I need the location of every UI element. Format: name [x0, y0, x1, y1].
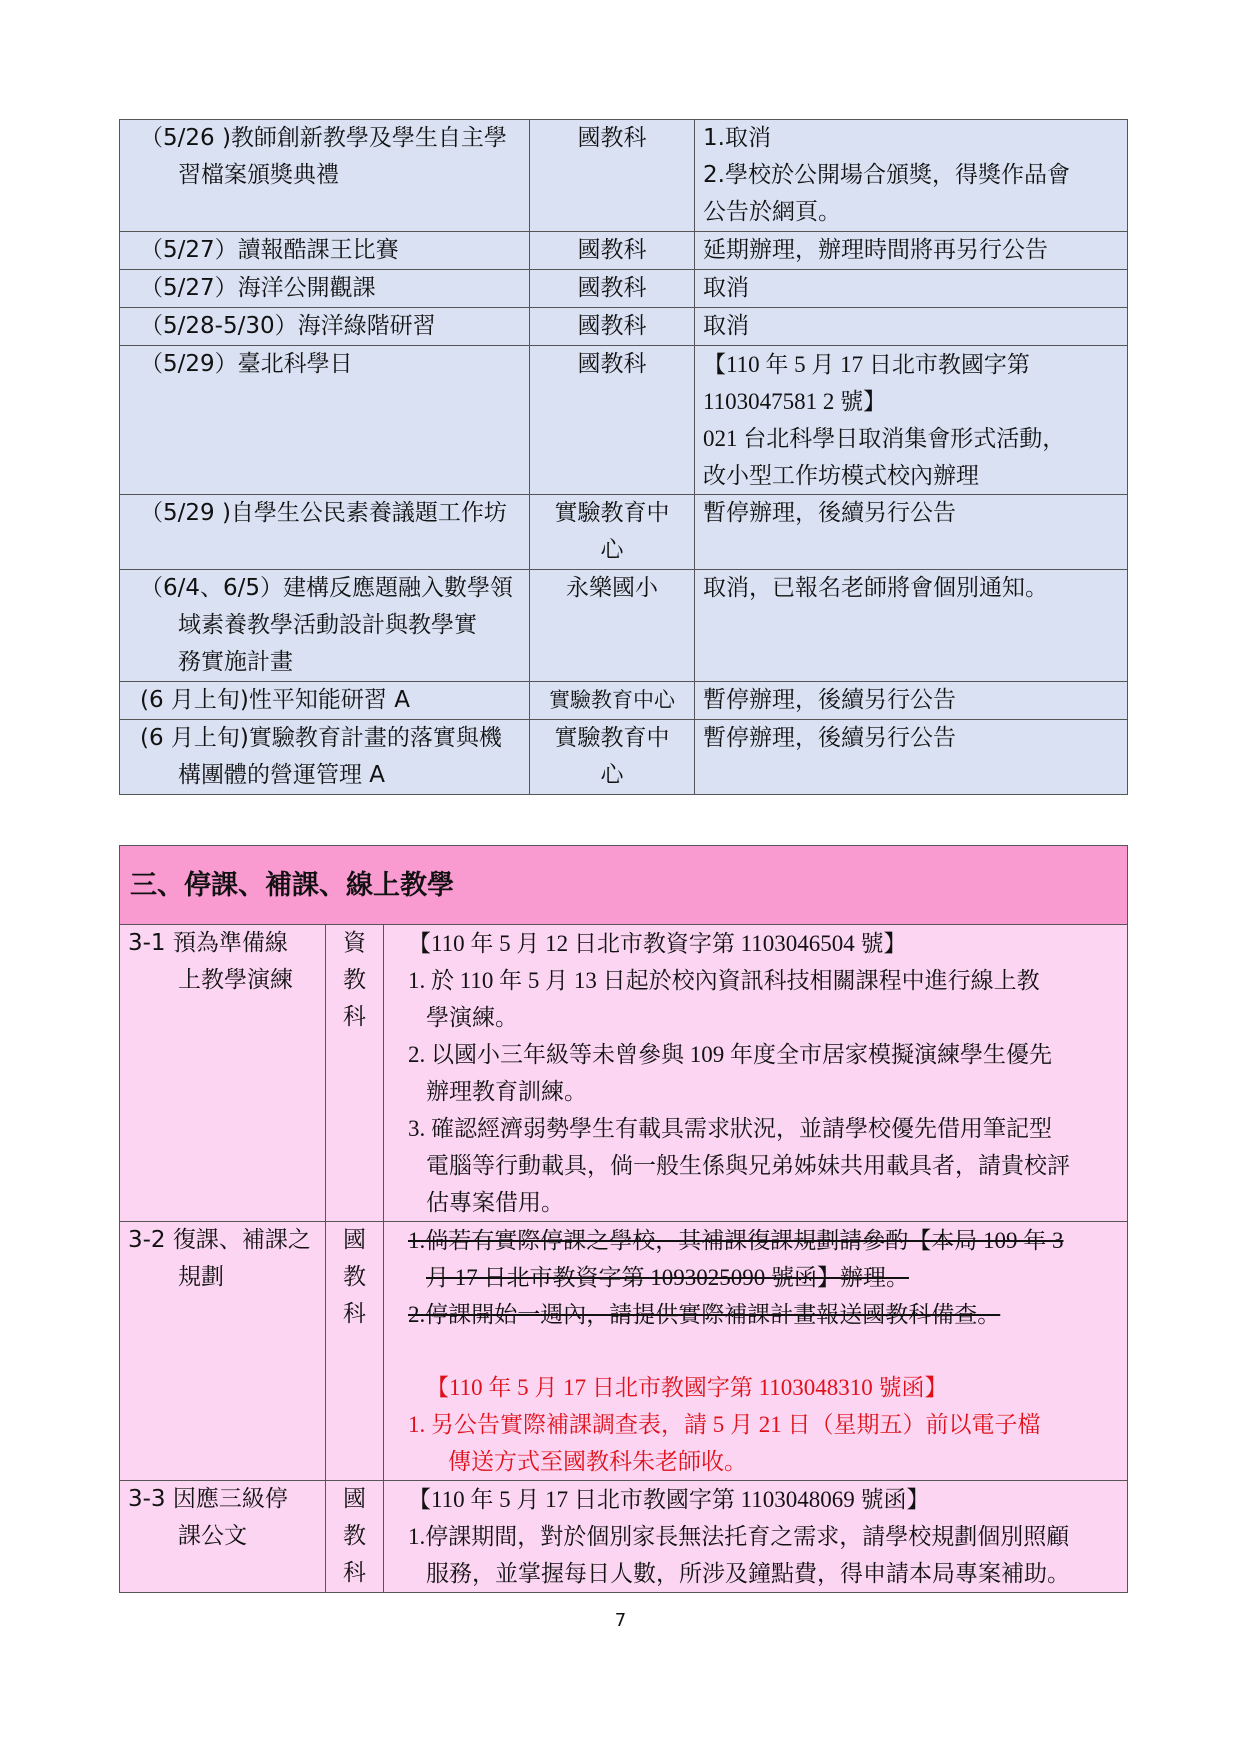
- event-organizer: [530, 270, 695, 308]
- event-organizer: [530, 495, 695, 570]
- event-organizer: [530, 346, 695, 495]
- section3-item-content: [384, 1481, 1128, 1593]
- section3-item-title-line: 3-1 預為準備線: [128, 930, 288, 956]
- event-title: [120, 308, 530, 346]
- section3-reference: 【110 年 5 月 12 日北市教資字第 1103046504 號】: [408, 931, 907, 956]
- section3-item-content: [384, 1222, 1128, 1481]
- event-title-line: (6 月上旬)實驗教育計畫的落實與機: [140, 725, 502, 751]
- event-organizer-line: 實驗教育中: [554, 725, 670, 751]
- event-title-line: （5/29 )自學生公民素養議題工作坊: [140, 500, 507, 526]
- section3-item-title-line: 上教學演練: [178, 967, 293, 993]
- event-row: [120, 495, 1128, 570]
- section3-struck-line: 月 17 日北市教資字第 1093025090 號函】辦理。: [426, 1265, 909, 1290]
- event-title-line: 構團體的營運管理 A: [178, 762, 386, 788]
- section3-item-title-line: 課公文: [178, 1523, 247, 1549]
- section3-organizer-char: 教: [343, 1523, 366, 1549]
- section3-table: [119, 845, 1128, 1593]
- event-title: [120, 682, 530, 720]
- event-note-line: 2.學校於公開場合頒獎，得獎作品會: [703, 162, 1070, 188]
- event-note: [695, 308, 1128, 346]
- section3-item-organizer: [326, 1222, 384, 1481]
- event-note-line: 暫停辦理，後續另行公告: [703, 725, 956, 751]
- event-note-line: 【110 年 5 月 17 日北市教國字第: [703, 352, 1030, 377]
- event-note-line: 取消: [703, 275, 749, 301]
- section3-reference: 【110 年 5 月 17 日北市教國字第 1103048069 號函】: [408, 1487, 930, 1512]
- event-row: [120, 346, 1128, 495]
- event-note-line: 延期辦理，辦理時間將再另行公告: [703, 237, 1048, 263]
- event-note: [695, 495, 1128, 570]
- event-title: [120, 570, 530, 682]
- section3-heading: 三、停課、補課、線上教學: [120, 846, 1128, 925]
- section3-header-row: [120, 846, 1128, 925]
- section3-organizer-char: 國: [343, 1486, 366, 1512]
- section3-point-line: 2. 以國小三年級等未曾參與 109 年度全市居家模擬演練學生優先: [408, 1042, 1052, 1067]
- section3-red-point-line: 傳送方式至國教科朱老師收。: [448, 1449, 747, 1474]
- event-row: [120, 682, 1128, 720]
- section3-point-line: 學演練。: [426, 1005, 518, 1030]
- section3-point-line: 服務，並掌握每日人數，所涉及鐘點費，得申請本局專案補助。: [426, 1561, 1070, 1586]
- section3-organizer-char: 教: [343, 1264, 366, 1290]
- event-organizer-line: 心: [600, 537, 624, 563]
- section3-struck-line: 1.倘若有實際停課之學校，其補課復課規劃請參酌【本局 109 年 3: [408, 1228, 1064, 1253]
- event-organizer-line: 心: [600, 762, 624, 788]
- section3-organizer-char: 科: [343, 1301, 366, 1327]
- section3-item-title-line: 3-2 復課、補課之: [128, 1227, 311, 1253]
- event-title: [120, 495, 530, 570]
- section3-red-point-line: 1. 另公告實際補課調查表，請 5 月 21 日（星期五）前以電子檔: [408, 1412, 1041, 1437]
- event-row: [120, 570, 1128, 682]
- event-note: [695, 346, 1128, 495]
- section3-item-title: [120, 1481, 326, 1593]
- section3-organizer-char: 資: [343, 930, 366, 956]
- event-organizer-line: 國教科: [577, 275, 647, 301]
- section3-table-body: [120, 846, 1128, 1593]
- section3-item-title: [120, 925, 326, 1222]
- section3-red-reference: 【110 年 5 月 17 日北市教國字第 1103048310 號函】: [426, 1375, 948, 1400]
- event-note-line: 暫停辦理，後續另行公告: [703, 500, 956, 526]
- event-note: [695, 720, 1128, 795]
- event-title-line: （5/28-5/30）海洋綠階研習: [140, 313, 436, 339]
- section3-item-row: [120, 925, 1128, 1222]
- event-title-line: （5/27）讀報酷課王比賽: [140, 237, 399, 263]
- event-row: [120, 308, 1128, 346]
- event-title: [120, 120, 530, 232]
- event-organizer-line: 國教科: [577, 237, 647, 263]
- event-title-line: （5/29）臺北科學日: [140, 351, 353, 377]
- event-row: [120, 720, 1128, 795]
- section3-item-title: [120, 1222, 326, 1481]
- event-title-line: 習檔案頒獎典禮: [178, 162, 339, 188]
- event-organizer-line: 實驗教育中: [554, 500, 670, 526]
- event-row: [120, 232, 1128, 270]
- section3-item-organizer: [326, 1481, 384, 1593]
- section3-point-line: 辦理教育訓練。: [426, 1079, 587, 1104]
- event-note-line: 1.取消: [703, 125, 771, 151]
- event-note-line: 公告於網頁。: [703, 199, 841, 225]
- event-organizer-line: 國教科: [577, 125, 647, 151]
- event-title-line: 務實施計畫: [178, 649, 293, 675]
- event-note-line: 改小型工作坊模式校內辦理: [703, 463, 979, 488]
- event-organizer: [530, 232, 695, 270]
- event-title: [120, 232, 530, 270]
- event-note: [695, 232, 1128, 270]
- events-table: [119, 119, 1128, 795]
- event-note-line: 021 台北科學日取消集會形式活動，: [703, 426, 1066, 451]
- event-note-line: 1103047581 2 號】: [703, 389, 887, 414]
- section3-organizer-char: 國: [343, 1227, 366, 1253]
- event-organizer: [530, 720, 695, 795]
- event-title-line: （5/26 )教師創新教學及學生自主學: [140, 125, 507, 151]
- event-row: [120, 270, 1128, 308]
- event-note: [695, 570, 1128, 682]
- event-organizer: [530, 570, 695, 682]
- event-title: [120, 270, 530, 308]
- section3-item-title-line: 規劃: [178, 1264, 224, 1290]
- event-organizer-line: 國教科: [577, 313, 647, 339]
- page-number: 7: [614, 1610, 627, 1631]
- section3-spacer: [392, 1333, 1119, 1369]
- section3-point-line: 3. 確認經濟弱勢學生有載具需求狀況，並請學校優先借用筆記型: [408, 1116, 1052, 1141]
- event-note: [695, 682, 1128, 720]
- event-note-line: 取消，已報名老師將會個別通知。: [703, 575, 1048, 601]
- section3-item-row: [120, 1222, 1128, 1481]
- event-note-line: 暫停辦理，後續另行公告: [703, 687, 956, 713]
- event-organizer-line: 國教科: [577, 351, 647, 377]
- event-note: [695, 270, 1128, 308]
- section3-organizer-char: 科: [343, 1004, 366, 1030]
- event-organizer: [530, 682, 695, 720]
- event-title: [120, 720, 530, 795]
- section3-item-content: [384, 925, 1128, 1222]
- event-note-line: 取消: [703, 313, 749, 339]
- event-title-line: （5/27）海洋公開觀課: [140, 275, 376, 301]
- event-title-line: (6 月上旬)性平知能研習 A: [140, 687, 410, 713]
- event-organizer-line: 永樂國小: [566, 575, 658, 601]
- event-organizer: [530, 120, 695, 232]
- section3-point-line: 1. 於 110 年 5 月 13 日起於校內資訊科技相關課程中進行線上教: [408, 968, 1040, 993]
- section3-organizer-char: 科: [343, 1560, 366, 1586]
- section3-organizer-char: 教: [343, 967, 366, 993]
- event-organizer: [530, 308, 695, 346]
- section3-item-title-line: 3-3 因應三級停: [128, 1486, 288, 1512]
- event-note: [695, 120, 1128, 232]
- section3-struck-line: 2.停課開始一週內，請提供實際補課計畫報送國教科備查。: [408, 1302, 1001, 1327]
- event-row: [120, 120, 1128, 232]
- event-organizer-line: 實驗教育中心: [549, 688, 675, 712]
- section3-item-organizer: [326, 925, 384, 1222]
- event-title: [120, 346, 530, 495]
- event-title-line: 域素養教學活動設計與教學實: [178, 612, 477, 638]
- section3-point-line: 1.停課期間，對於個別家長無法托育之需求，請學校規劃個別照顧: [408, 1524, 1070, 1549]
- section3-point-line: 電腦等行動載具，倘一般生係與兄弟姊妹共用載具者，請貴校評: [426, 1153, 1070, 1178]
- section3-item-row: [120, 1481, 1128, 1593]
- section3-point-line: 估專案借用。: [426, 1190, 564, 1215]
- event-title-line: （6/4、6/5）建構反應題融入數學領: [140, 575, 514, 601]
- events-table-body: [120, 120, 1128, 795]
